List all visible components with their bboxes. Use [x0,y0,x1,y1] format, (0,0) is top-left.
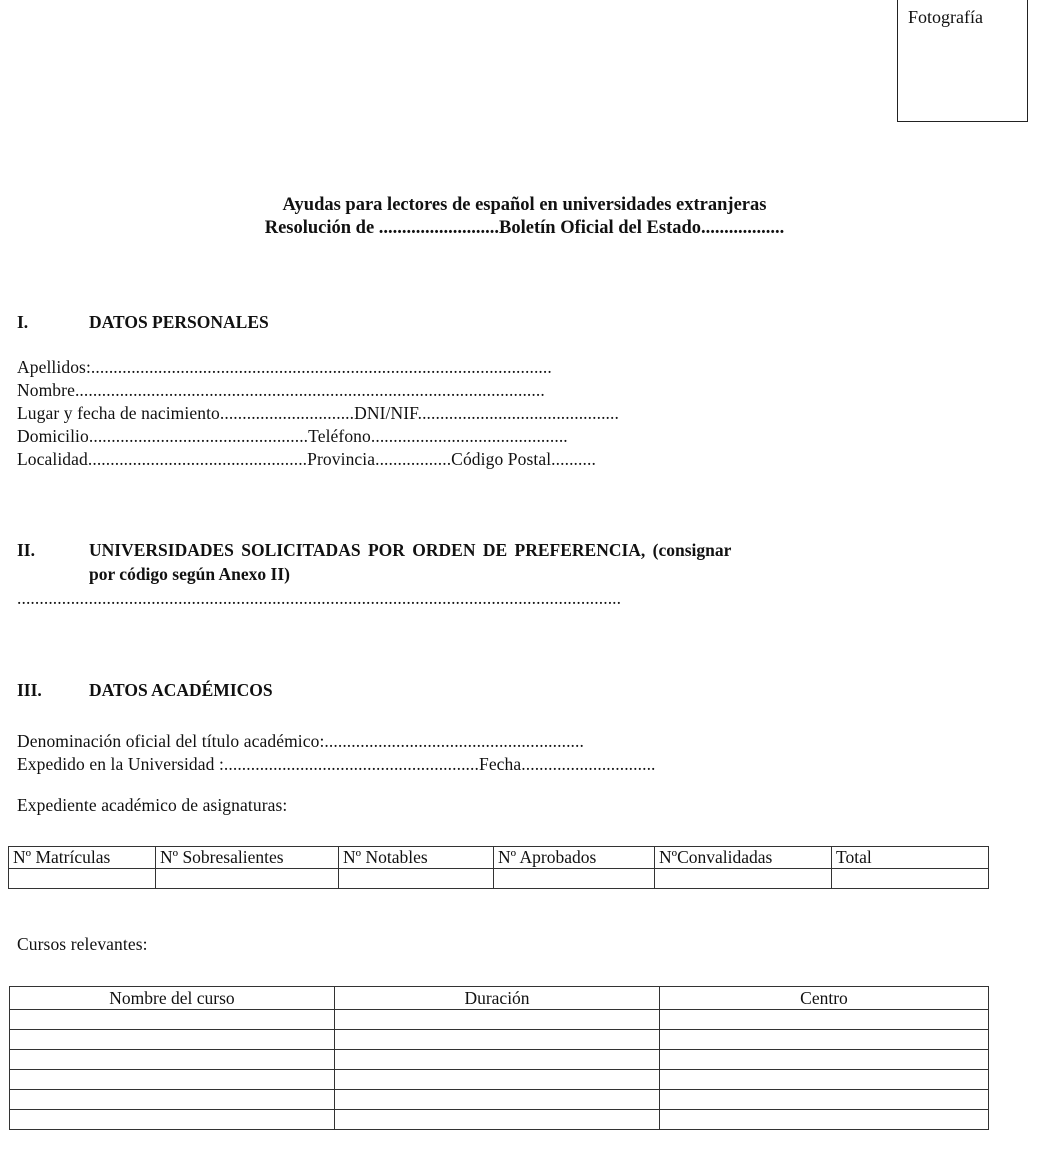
cursos-table [9,986,989,1130]
section-1-title: DATOS PERSONALES [89,312,269,332]
cursos-cell[interactable] [335,1110,660,1130]
cursos-cell[interactable] [660,1110,989,1130]
grades-header-sobresalientes: Nº Sobresalientes [156,847,339,869]
grades-header-aprobados: Nº Aprobados [494,847,655,869]
cursos-header-nombre: Nombre del curso [10,987,335,1010]
grades-header-notables: Nº Notables [339,847,494,869]
cursos-header-row [10,987,989,1010]
grades-header-row [9,847,989,869]
cursos-cell[interactable] [335,1070,660,1090]
universidad-fecha-field[interactable]: Expedido en la Universidad :.........................................................Fecha.............................. [17,754,656,774]
section-3-title: DATOS ACADÉMICOS [89,680,273,700]
cursos-cell[interactable] [10,1090,335,1110]
cursos-row[interactable] [10,1050,989,1070]
cursos-cell[interactable] [10,1050,335,1070]
section-2-title-line1: UNIVERSIDADES SOLICITADAS POR ORDEN DE PREFERENCIA, (consignar [89,540,732,560]
grades-header-convalidadas: NºConvalidadas [655,847,832,869]
cursos-header-duracion: Duración [335,987,660,1010]
cursos-cell[interactable] [335,1010,660,1030]
grades-cell[interactable] [9,869,156,889]
cursos-row[interactable] [10,1010,989,1030]
cursos-cell[interactable] [335,1090,660,1110]
cursos-label: Cursos relevantes: [17,934,148,954]
cursos-row[interactable] [10,1070,989,1090]
titulo-field[interactable]: Denominación oficial del título académico:.......................................................... [17,731,584,751]
photo-label: Fotografía [908,7,983,27]
localidad-provincia-cp-field[interactable]: Localidad.................................................Provincia.................Código Postal.......... [17,449,596,469]
section-2-number: II. [17,540,35,560]
cursos-cell[interactable] [660,1010,989,1030]
form-subtitle: Resolución de ..........................Boletín Oficial del Estado.................. [264,218,785,238]
grades-header-matriculas: Nº Matrículas [9,847,156,869]
apellidos-field[interactable]: Apellidos:....................................................................................................... [17,357,552,377]
section-2-title-line2: por código según Anexo II) [89,564,290,584]
cursos-cell[interactable] [335,1030,660,1050]
nombre-field[interactable]: Nombre......................................................................................................... [17,380,545,400]
cursos-cell[interactable] [10,1030,335,1050]
section-3-number: III. [17,680,42,700]
grades-input-row[interactable] [9,869,989,889]
cursos-row[interactable] [10,1090,989,1110]
photo-box [897,0,1028,122]
grades-cell[interactable] [339,869,494,889]
cursos-row[interactable] [10,1110,989,1130]
universidades-field[interactable]: ....................................................................................................................................... [17,588,622,608]
cursos-cell[interactable] [660,1070,989,1090]
cursos-cell[interactable] [660,1090,989,1110]
expediente-label: Expediente académico de asignaturas: [17,795,288,815]
lugar-fecha-dni-field[interactable]: Lugar y fecha de nacimiento..............................DNI/NIF............................................. [17,403,619,423]
grades-cell[interactable] [655,869,832,889]
cursos-cell[interactable] [10,1110,335,1130]
cursos-row[interactable] [10,1030,989,1050]
grades-cell[interactable] [156,869,339,889]
cursos-cell[interactable] [10,1070,335,1090]
grades-header-total: Total [832,847,989,869]
cursos-header-centro: Centro [660,987,989,1010]
grades-table [8,846,989,889]
cursos-cell[interactable] [660,1050,989,1070]
domicilio-telefono-field[interactable]: Domicilio.................................................Teléfono............................................ [17,426,568,446]
section-1-number: I. [17,312,29,332]
cursos-cell[interactable] [660,1030,989,1050]
form-title: Ayudas para lectores de español en universidades extranjeras [282,195,767,215]
grades-cell[interactable] [494,869,655,889]
grades-cell[interactable] [832,869,989,889]
cursos-cell[interactable] [335,1050,660,1070]
cursos-cell[interactable] [10,1010,335,1030]
